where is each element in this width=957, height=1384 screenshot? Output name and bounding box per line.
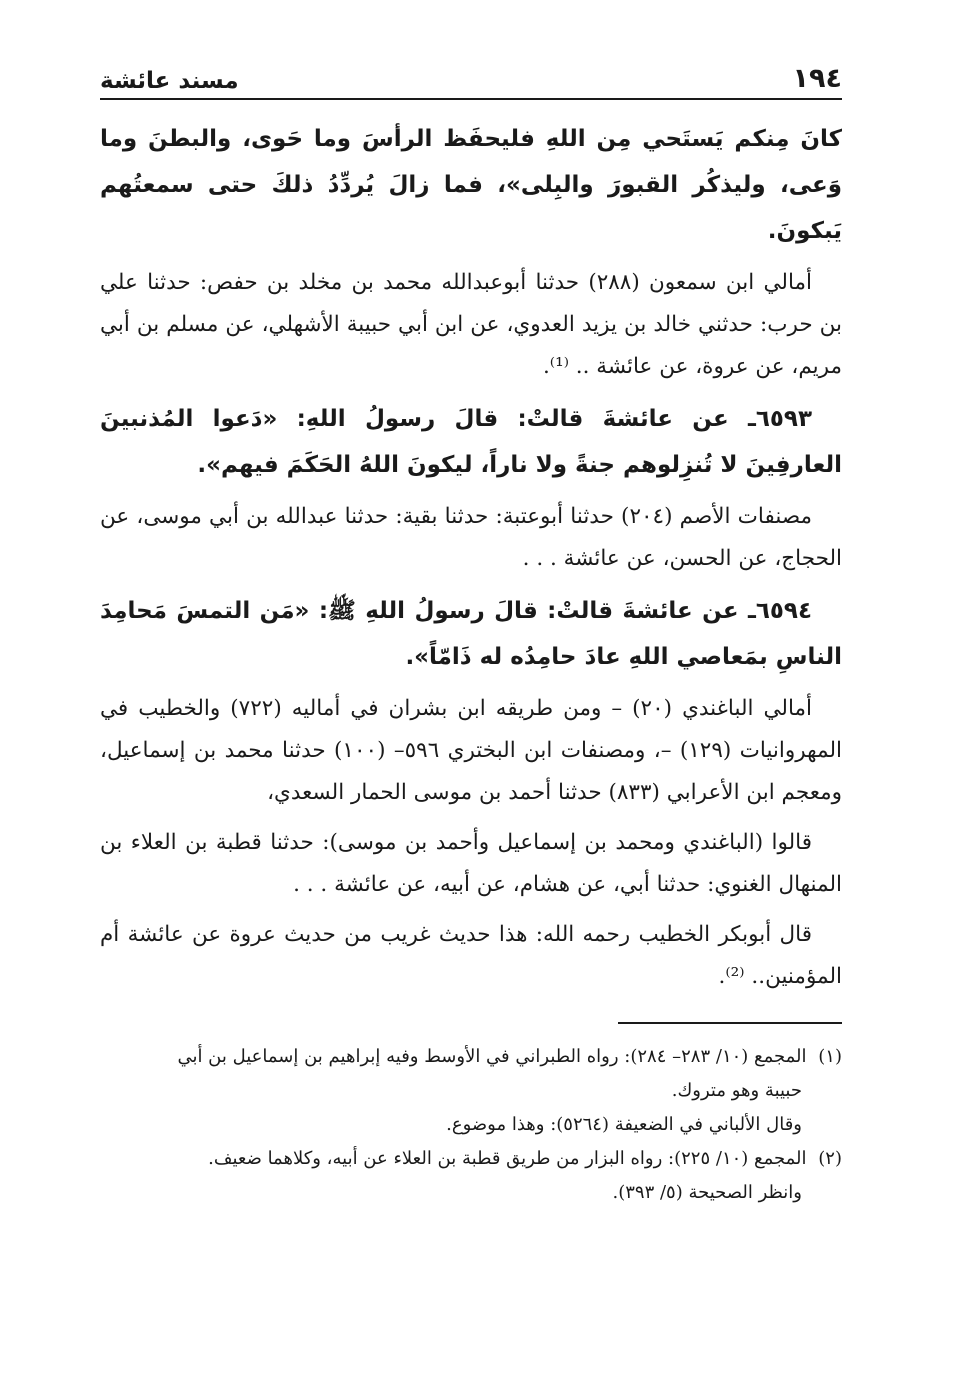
footnote-2 [100,1142,842,1210]
footnote-number: (٢) [818,1148,842,1169]
footnote-text: وانظر الصحيحة (٥/ ٣٩٣). [612,1182,802,1203]
page-number: ١٩٤ [792,63,842,94]
book-page [100,56,842,1210]
page-body [100,116,842,998]
footnote-divider [618,1022,842,1024]
page-header [100,56,842,100]
footnote-text: حبيبة وهو متروك. [671,1080,802,1101]
footnotes [100,1040,842,1210]
hadith-continuation: كانَ مِنكم يَستَحي مِن اللهِ فليحفَظ الرأسَ وما حَوى، والبطنَ وما وَعى، وليذكُر القبورَ والبِلى»، فما زالَ يُردِّدُ ذلكَ حتى سمعتُهم يَبكونَ. [100,126,842,244]
source-paragraph-2: مصنفات الأصم (٢٠٤) حدثنا أبوعتبة: حدثنا بقية: حدثنا عبدالله بن أبي موسى، عن الحجاج، عن الحسن، عن عائشة . . . [100,504,842,571]
hadith-6594: ٦٥٩٤ـ عن عائشةَ قالتْ: قالَ رسولُ اللهِ ﷺ: «مَن التمسَ مَحامِدَ الناسِ بمَعاصي اللهِ عادَ حامِدُه له ذَامّاً». [100,598,842,670]
footnote-text: المجمع (١٠/ ٢٨٣– ٢٨٤): رواه الطبراني في الأوسط وفيه إبراهيم بن إسماعيل بن أبي [177,1046,807,1067]
footnote-text: وقال الألباني في الضعيفة (٥٢٦٤): وهذا موضوع. [446,1114,802,1135]
hadith-6593: ٦٥٩٣ـ عن عائشةَ قالتْ: قالَ رسولُ اللهِ: «دَعوا المُذنبينَ العارفِينَ لا تُنزِلوهم جنةً ولا ناراً، ليكونَ اللهُ الحَكَمَ فيهم». [100,406,842,478]
source-paragraph-5: قال أبوبكر الخطيب رحمه الله: هذا حديث غريب من حديث عروة عن عائشة أم المؤمنين.. ⁽²⁾. [100,922,842,989]
footnote-1 [100,1040,842,1142]
source-paragraph-3: أمالي الباغندي (٢٠) – ومن طريقه ابن بشران في أماليه (٧٢٢) والخطيب في المهروانيات (١٢٩) –، ومصنفات ابن البختري ٥٩٦– (١٠٠) حدثنا محمد بن إسماعيل، ومعجم ابن الأعرابي (٨٣٣) حدثنا أحمد بن موسى الحمار السعدي، [100,696,843,805]
source-paragraph-4: قالوا (الباغندي ومحمد بن إسماعيل وأحمد بن موسى): حدثنا قطبة بن العلاء بن المنهال الغنوي: حدثنا أبي، عن هشام، عن أبيه، عن عائشة . . . [100,830,842,897]
footnote-number: (١) [818,1046,842,1067]
running-title: مسند عائشة [100,68,239,94]
source-paragraph-1: أمالي ابن سمعون (٢٨٨) حدثنا أبوعبدالله محمد بن مخلد بن حفص: حدثنا علي بن حرب: حدثني خالد بن يزيد العدوي، عن ابن أبي حبيبة الأشهلي، عن مسلم بن أبي مريم، عن عروة، عن عائشة .. ⁽¹⁾. [100,270,842,379]
footnote-text: المجمع (١٠/ ٢٢٥): رواه البزار من طريق قطبة بن العلاء عن أبيه، وكلاهما ضعيف. [208,1148,807,1169]
